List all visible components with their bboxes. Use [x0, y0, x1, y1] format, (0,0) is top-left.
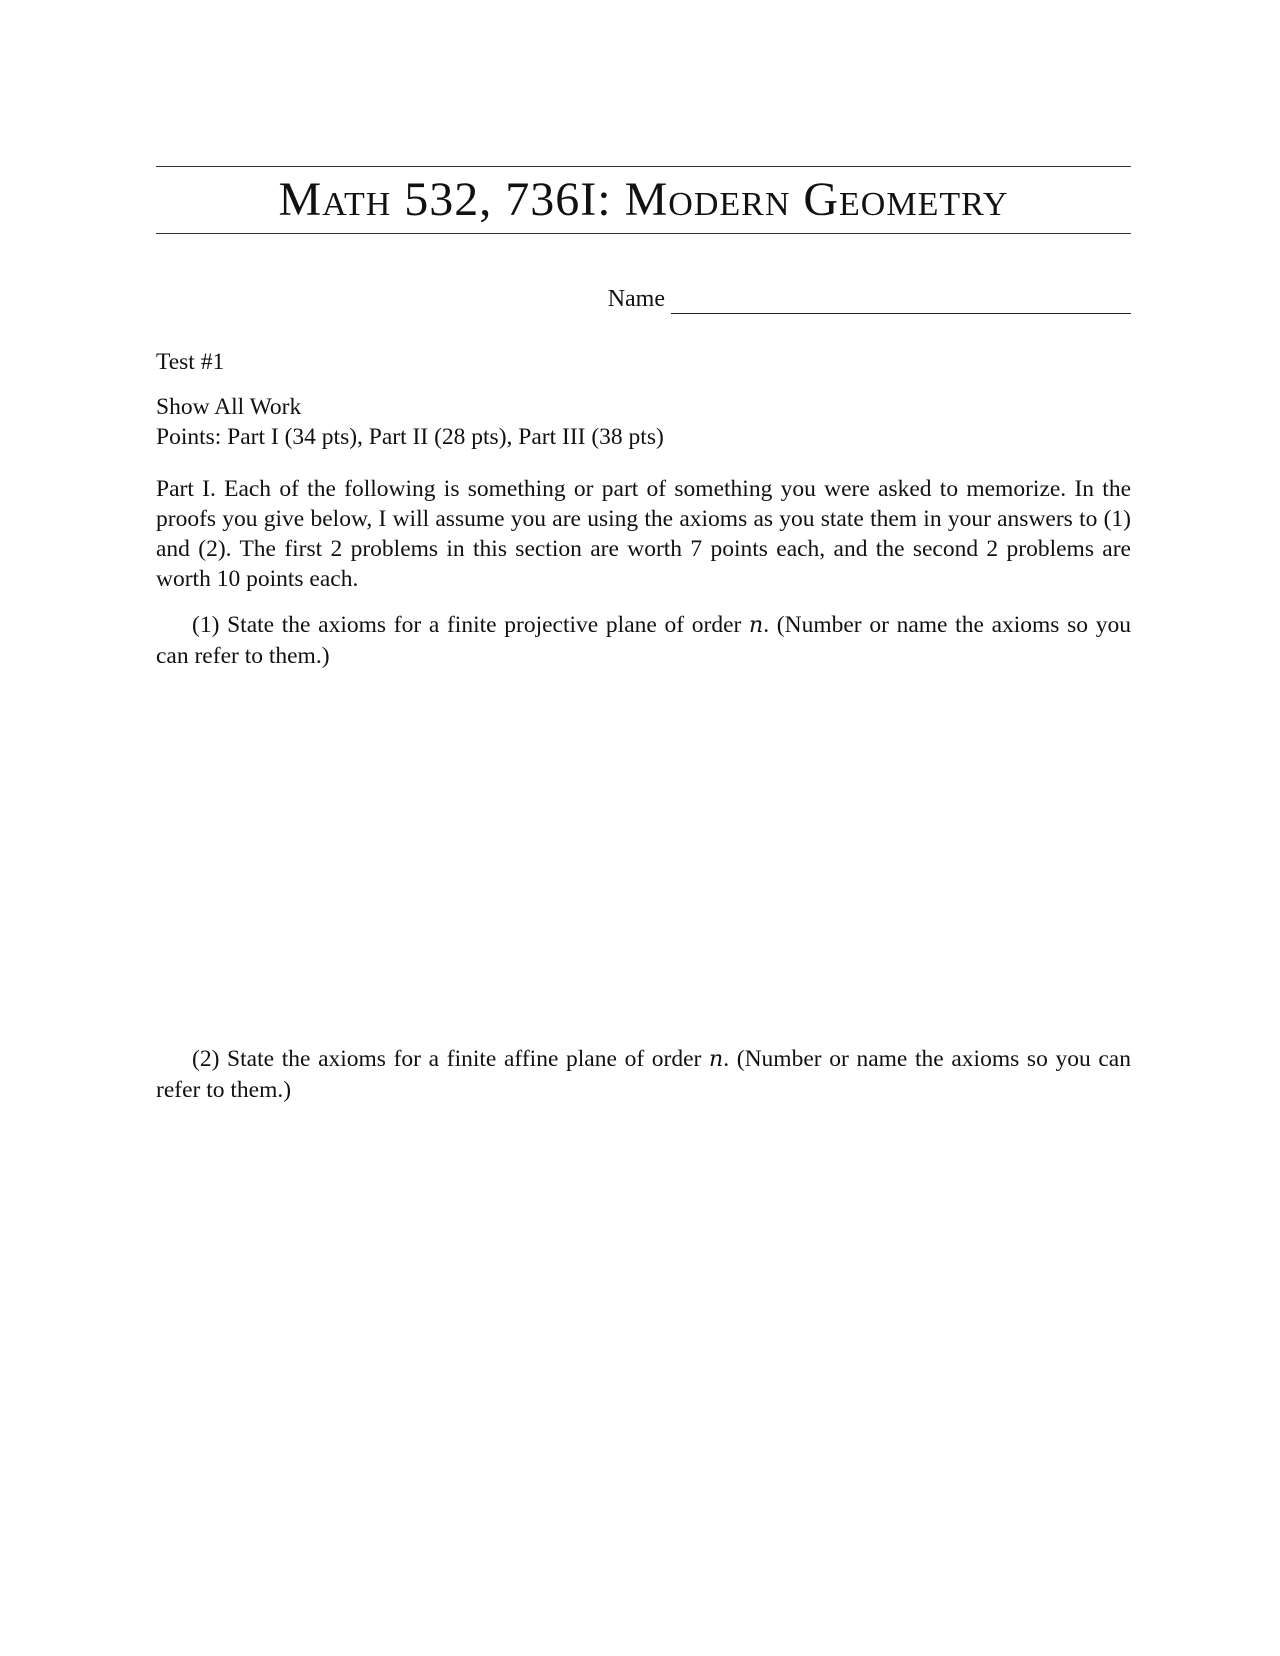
page-title: Math 532, 736I: Modern Geometry — [278, 173, 1009, 226]
name-field-row — [608, 284, 1131, 314]
problem-1-text-before: (1) State the axioms for a finite projective plane of order — [192, 612, 750, 638]
problem-2 — [156, 1044, 1131, 1105]
problem-2-variable: n — [709, 1047, 724, 1072]
name-label: Name — [607, 286, 665, 312]
problem-1-variable: n — [749, 613, 764, 638]
test-label: Test #1 — [156, 349, 225, 375]
problem-2-text-after: . (Number or name the axioms so you can refer to them.) — [156, 1046, 1131, 1103]
instructions: Show All Work — [156, 394, 302, 420]
problem-1 — [156, 610, 1131, 671]
part-one-intro: Part I. Each of the following is something or part of something you were asked to memorize. In the proofs you give below, I will assume you are using the axioms as you state them in your answers to (1) and (2). The first 2 problems in this section are worth 7 points each, and the second 2 problems are worth 10 points each. — [156, 476, 1131, 592]
title-bottom-rule — [156, 233, 1131, 234]
problem-2-text-before: (2) State the axioms for a finite affine plane of order — [192, 1046, 710, 1072]
name-blank-line — [671, 289, 1131, 314]
exam-page — [156, 0, 1131, 1656]
problem-1-text-after: . (Number or name the axioms so you can refer to them.) — [156, 612, 1131, 669]
points-breakdown: Points: Part I (34 pts), Part II (28 pts), Part III (38 pts) — [156, 424, 664, 450]
title-top-rule — [156, 166, 1131, 167]
